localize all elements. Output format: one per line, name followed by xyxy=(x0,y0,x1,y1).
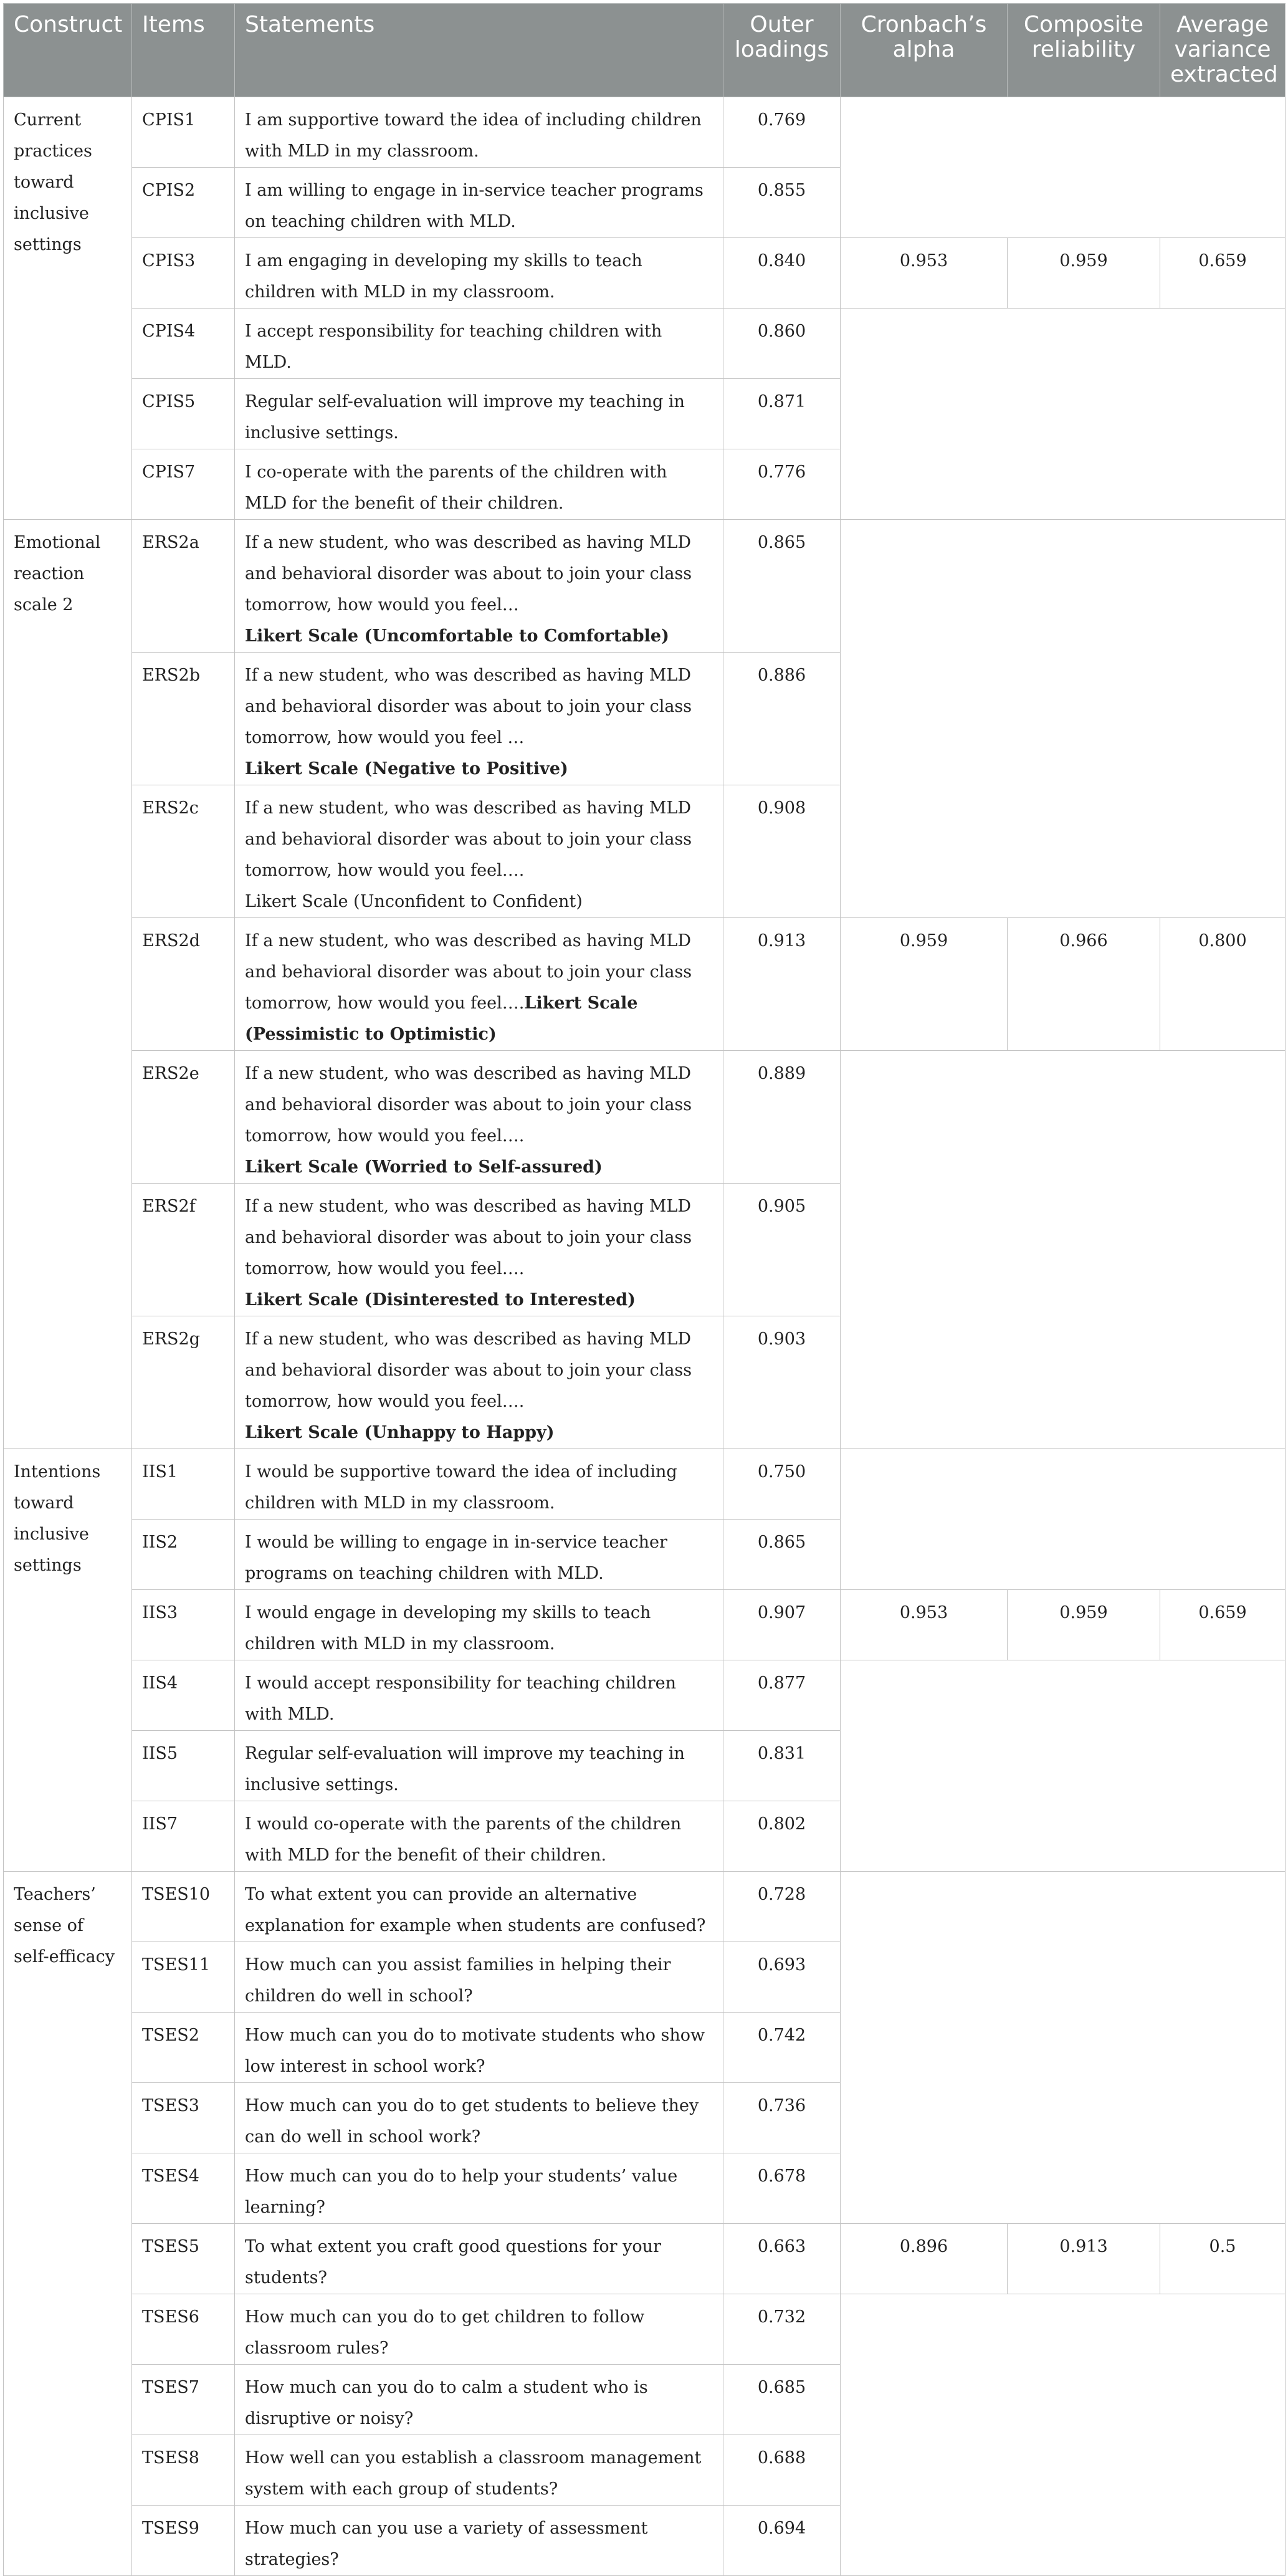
likert-scale-label: Likert Scale (Disinterested to Interested) xyxy=(245,1290,636,1310)
outer-loading-value: 0.776 xyxy=(723,449,841,520)
statement-cell xyxy=(235,309,723,379)
outer-loading-value: 0.688 xyxy=(723,2435,841,2506)
outer-loading-value: 0.685 xyxy=(723,2365,841,2435)
statement-cell xyxy=(235,1520,723,1590)
statement-cell xyxy=(235,1801,723,1872)
empty-reliability-cell xyxy=(841,2294,1286,2576)
outer-loading-value: 0.732 xyxy=(723,2294,841,2365)
table-row xyxy=(4,238,1286,309)
cronbach-alpha-value: 0.896 xyxy=(841,2224,1008,2294)
item-code: TSES3 xyxy=(132,2083,235,2153)
statement-cell xyxy=(235,1051,723,1184)
likert-scale-label: Likert Scale (Negative to Positive) xyxy=(245,759,568,778)
likert-scale-label: Likert Scale (Unconfident to Confident) xyxy=(245,892,583,911)
ave-value: 0.659 xyxy=(1160,1590,1286,1660)
outer-loading-value: 0.678 xyxy=(723,2153,841,2224)
statement-cell xyxy=(235,918,723,1051)
statement-cell xyxy=(235,168,723,238)
outer-loading-value: 0.840 xyxy=(723,238,841,309)
header-outer-loadings: Outer loadings xyxy=(723,4,841,97)
statement-cell xyxy=(235,1731,723,1801)
outer-loading-value: 0.871 xyxy=(723,379,841,449)
item-code: CPIS3 xyxy=(132,238,235,309)
statement-text: I co-operate with the parents of the children with MLD for the benefit of their children. xyxy=(245,462,667,513)
statement-text: If a new student, who was described as having MLD and behavioral disorder was about to join your class tomorrow, how would you feel…. xyxy=(245,1329,692,1411)
outer-loading-value: 0.802 xyxy=(723,1801,841,1872)
table-row xyxy=(4,2294,1286,2365)
statement-text: To what extent you can provide an alternative explanation for example when students are confused? xyxy=(245,1885,706,1935)
ave-value: 0.5 xyxy=(1160,2224,1286,2294)
outer-loading-value: 0.908 xyxy=(723,785,841,918)
item-code: TSES4 xyxy=(132,2153,235,2224)
outer-loading-value: 0.742 xyxy=(723,2013,841,2083)
item-code: TSES7 xyxy=(132,2365,235,2435)
outer-loading-value: 0.905 xyxy=(723,1184,841,1316)
statement-cell xyxy=(235,653,723,785)
outer-loading-value: 0.769 xyxy=(723,97,841,168)
outer-loading-value: 0.728 xyxy=(723,1872,841,1942)
outer-loading-value: 0.694 xyxy=(723,2506,841,2576)
ave-value: 0.800 xyxy=(1160,918,1286,1051)
statement-text: Regular self-evaluation will improve my teaching in inclusive settings. xyxy=(245,1744,685,1794)
header-statements: Statements xyxy=(235,4,723,97)
empty-reliability-cell xyxy=(841,1051,1286,1449)
item-code: TSES8 xyxy=(132,2435,235,2506)
empty-reliability-cell xyxy=(841,309,1286,520)
outer-loading-value: 0.886 xyxy=(723,653,841,785)
item-code: ERS2d xyxy=(132,918,235,1051)
statement-text: I would accept responsibility for teaching children with MLD. xyxy=(245,1673,676,1724)
statement-cell xyxy=(235,238,723,309)
item-code: TSES5 xyxy=(132,2224,235,2294)
statement-cell xyxy=(235,1872,723,1942)
table-row xyxy=(4,97,1286,168)
likert-scale-label: Likert Scale (Unhappy to Happy) xyxy=(245,1423,555,1442)
outer-loading-value: 0.907 xyxy=(723,1590,841,1660)
statement-cell xyxy=(235,1184,723,1316)
cronbach-alpha-value: 0.953 xyxy=(841,238,1008,309)
statement-cell xyxy=(235,1590,723,1660)
statement-text: I am supportive toward the idea of including children with MLD in my classroom. xyxy=(245,110,702,161)
composite-reliability-value: 0.959 xyxy=(1008,238,1160,309)
item-code: TSES2 xyxy=(132,2013,235,2083)
statement-cell xyxy=(235,2294,723,2365)
statement-cell xyxy=(235,97,723,168)
composite-reliability-value: 0.966 xyxy=(1008,918,1160,1051)
header-row xyxy=(4,4,1286,97)
table-row xyxy=(4,1449,1286,1520)
cronbach-alpha-value: 0.953 xyxy=(841,1590,1008,1660)
likert-scale-label: Likert Scale (Uncomfortable to Comfortable) xyxy=(245,626,669,646)
empty-reliability-cell xyxy=(841,1449,1286,1590)
empty-reliability-cell xyxy=(841,1660,1286,1872)
header-composite-reliability: Composite reliability xyxy=(1008,4,1160,97)
statement-text: If a new student, who was described as having MLD and behavioral disorder was about to join your class tomorrow, how would you feel … xyxy=(245,666,692,747)
outer-loading-value: 0.750 xyxy=(723,1449,841,1520)
construct-cell: Intentions toward inclusive settings xyxy=(4,1449,132,1872)
statement-text: How much can you do to motivate students who show low interest in school work? xyxy=(245,2026,705,2076)
table-row xyxy=(4,309,1286,379)
likert-scale-label: Likert Scale (Worried to Self-assured) xyxy=(245,1157,603,1177)
table-row xyxy=(4,918,1286,1051)
item-code: ERS2c xyxy=(132,785,235,918)
statement-text: I am engaging in developing my skills to teach children with MLD in my classroom. xyxy=(245,251,642,302)
header-ave: Average variance extracted xyxy=(1160,4,1286,97)
header-items: Items xyxy=(132,4,235,97)
reliability-table xyxy=(3,3,1286,2576)
statement-text: I would be supportive toward the idea of including children with MLD in my classroom. xyxy=(245,1462,677,1513)
item-code: TSES10 xyxy=(132,1872,235,1942)
statement-cell xyxy=(235,2365,723,2435)
header-construct: Construct xyxy=(4,4,132,97)
outer-loading-value: 0.736 xyxy=(723,2083,841,2153)
statement-cell xyxy=(235,2013,723,2083)
empty-reliability-cell xyxy=(841,1872,1286,2224)
item-code: IIS1 xyxy=(132,1449,235,1520)
item-code: CPIS1 xyxy=(132,97,235,168)
item-code: CPIS5 xyxy=(132,379,235,449)
table-row xyxy=(4,2224,1286,2294)
item-code: TSES6 xyxy=(132,2294,235,2365)
item-code: ERS2f xyxy=(132,1184,235,1316)
statement-text: If a new student, who was described as having MLD and behavioral disorder was about to join your class tomorrow, how would you feel…. xyxy=(245,931,692,1013)
outer-loading-value: 0.860 xyxy=(723,309,841,379)
statement-text: I am willing to engage in in-service teacher programs on teaching children with MLD. xyxy=(245,181,704,231)
ave-value: 0.659 xyxy=(1160,238,1286,309)
item-code: CPIS7 xyxy=(132,449,235,520)
header-cronbach-alpha: Cronbach’s alpha xyxy=(841,4,1008,97)
statement-cell xyxy=(235,785,723,918)
statement-text: To what extent you craft good questions for your students? xyxy=(245,2237,661,2287)
outer-loading-value: 0.831 xyxy=(723,1731,841,1801)
construct-cell: Emotional reaction scale 2 xyxy=(4,520,132,1449)
statement-cell xyxy=(235,2153,723,2224)
table-row xyxy=(4,1051,1286,1184)
item-code: IIS4 xyxy=(132,1660,235,1731)
item-code: IIS2 xyxy=(132,1520,235,1590)
statement-cell xyxy=(235,520,723,653)
statement-text: If a new student, who was described as having MLD and behavioral disorder was about to join your class tomorrow, how would you feel…. xyxy=(245,798,692,880)
item-code: CPIS2 xyxy=(132,168,235,238)
outer-loading-value: 0.855 xyxy=(723,168,841,238)
statement-text: I would be willing to engage in in-service teacher programs on teaching children with MLD. xyxy=(245,1533,667,1583)
outer-loading-value: 0.889 xyxy=(723,1051,841,1184)
outer-loading-value: 0.877 xyxy=(723,1660,841,1731)
table-body xyxy=(4,97,1286,2576)
construct-cell: Current practices toward inclusive settings xyxy=(4,97,132,520)
statement-cell xyxy=(235,449,723,520)
outer-loading-value: 0.663 xyxy=(723,2224,841,2294)
statement-cell xyxy=(235,1449,723,1520)
statement-text: If a new student, who was described as having MLD and behavioral disorder was about to join your class tomorrow, how would you feel…. xyxy=(245,1064,692,1146)
item-code: IIS3 xyxy=(132,1590,235,1660)
outer-loading-value: 0.903 xyxy=(723,1316,841,1449)
statement-text: How much can you do to calm a student who is disruptive or noisy? xyxy=(245,2378,648,2428)
statement-cell xyxy=(235,1316,723,1449)
statement-text: How much can you do to get children to follow classroom rules? xyxy=(245,2307,645,2358)
statement-text: How well can you establish a classroom management system with each group of students? xyxy=(245,2448,702,2499)
item-code: CPIS4 xyxy=(132,309,235,379)
table-row xyxy=(4,1590,1286,1660)
item-code: ERS2a xyxy=(132,520,235,653)
statement-text: How much can you do to get students to believe they can do well in school work? xyxy=(245,2096,699,2147)
statement-text: How much can you do to help your students’ value learning? xyxy=(245,2167,678,2217)
item-code: IIS7 xyxy=(132,1801,235,1872)
outer-loading-value: 0.913 xyxy=(723,918,841,1051)
item-code: ERS2e xyxy=(132,1051,235,1184)
outer-loading-value: 0.865 xyxy=(723,520,841,653)
table-row xyxy=(4,520,1286,653)
statement-cell xyxy=(235,1660,723,1731)
statement-cell xyxy=(235,2224,723,2294)
composite-reliability-value: 0.959 xyxy=(1008,1590,1160,1660)
likert-scale-label: Likert Scale (Pessimistic to Optimistic) xyxy=(245,994,638,1044)
statement-cell xyxy=(235,379,723,449)
empty-reliability-cell xyxy=(841,97,1286,238)
statement-text: I accept responsibility for teaching children with MLD. xyxy=(245,322,662,372)
item-code: ERS2b xyxy=(132,653,235,785)
construct-cell: Teachers’ sense of self-efficacy xyxy=(4,1872,132,2576)
statement-text: How much can you assist families in helping their children do well in school? xyxy=(245,1955,671,2006)
statement-cell xyxy=(235,2435,723,2506)
empty-reliability-cell xyxy=(841,520,1286,918)
statement-text: How much can you use a variety of assessment strategies? xyxy=(245,2519,648,2569)
statement-text: If a new student, who was described as having MLD and behavioral disorder was about to join your class tomorrow, how would you feel…. xyxy=(245,1197,692,1278)
statement-text: Regular self-evaluation will improve my teaching in inclusive settings. xyxy=(245,392,685,443)
item-code: TSES11 xyxy=(132,1942,235,2013)
item-code: TSES9 xyxy=(132,2506,235,2576)
outer-loading-value: 0.693 xyxy=(723,1942,841,2013)
statement-cell xyxy=(235,2083,723,2153)
outer-loading-value: 0.865 xyxy=(723,1520,841,1590)
composite-reliability-value: 0.913 xyxy=(1008,2224,1160,2294)
statement-cell xyxy=(235,1942,723,2013)
statement-cell xyxy=(235,2506,723,2576)
statement-text: If a new student, who was described as having MLD and behavioral disorder was about to join your class tomorrow, how would you feel… xyxy=(245,533,692,615)
item-code: IIS5 xyxy=(132,1731,235,1801)
cronbach-alpha-value: 0.959 xyxy=(841,918,1008,1051)
table-row xyxy=(4,1660,1286,1731)
statement-text: I would co-operate with the parents of the children with MLD for the benefit of their children. xyxy=(245,1814,682,1865)
item-code: ERS2g xyxy=(132,1316,235,1449)
table-row xyxy=(4,1872,1286,1942)
statement-text: I would engage in developing my skills to teach children with MLD in my classroom. xyxy=(245,1603,651,1654)
